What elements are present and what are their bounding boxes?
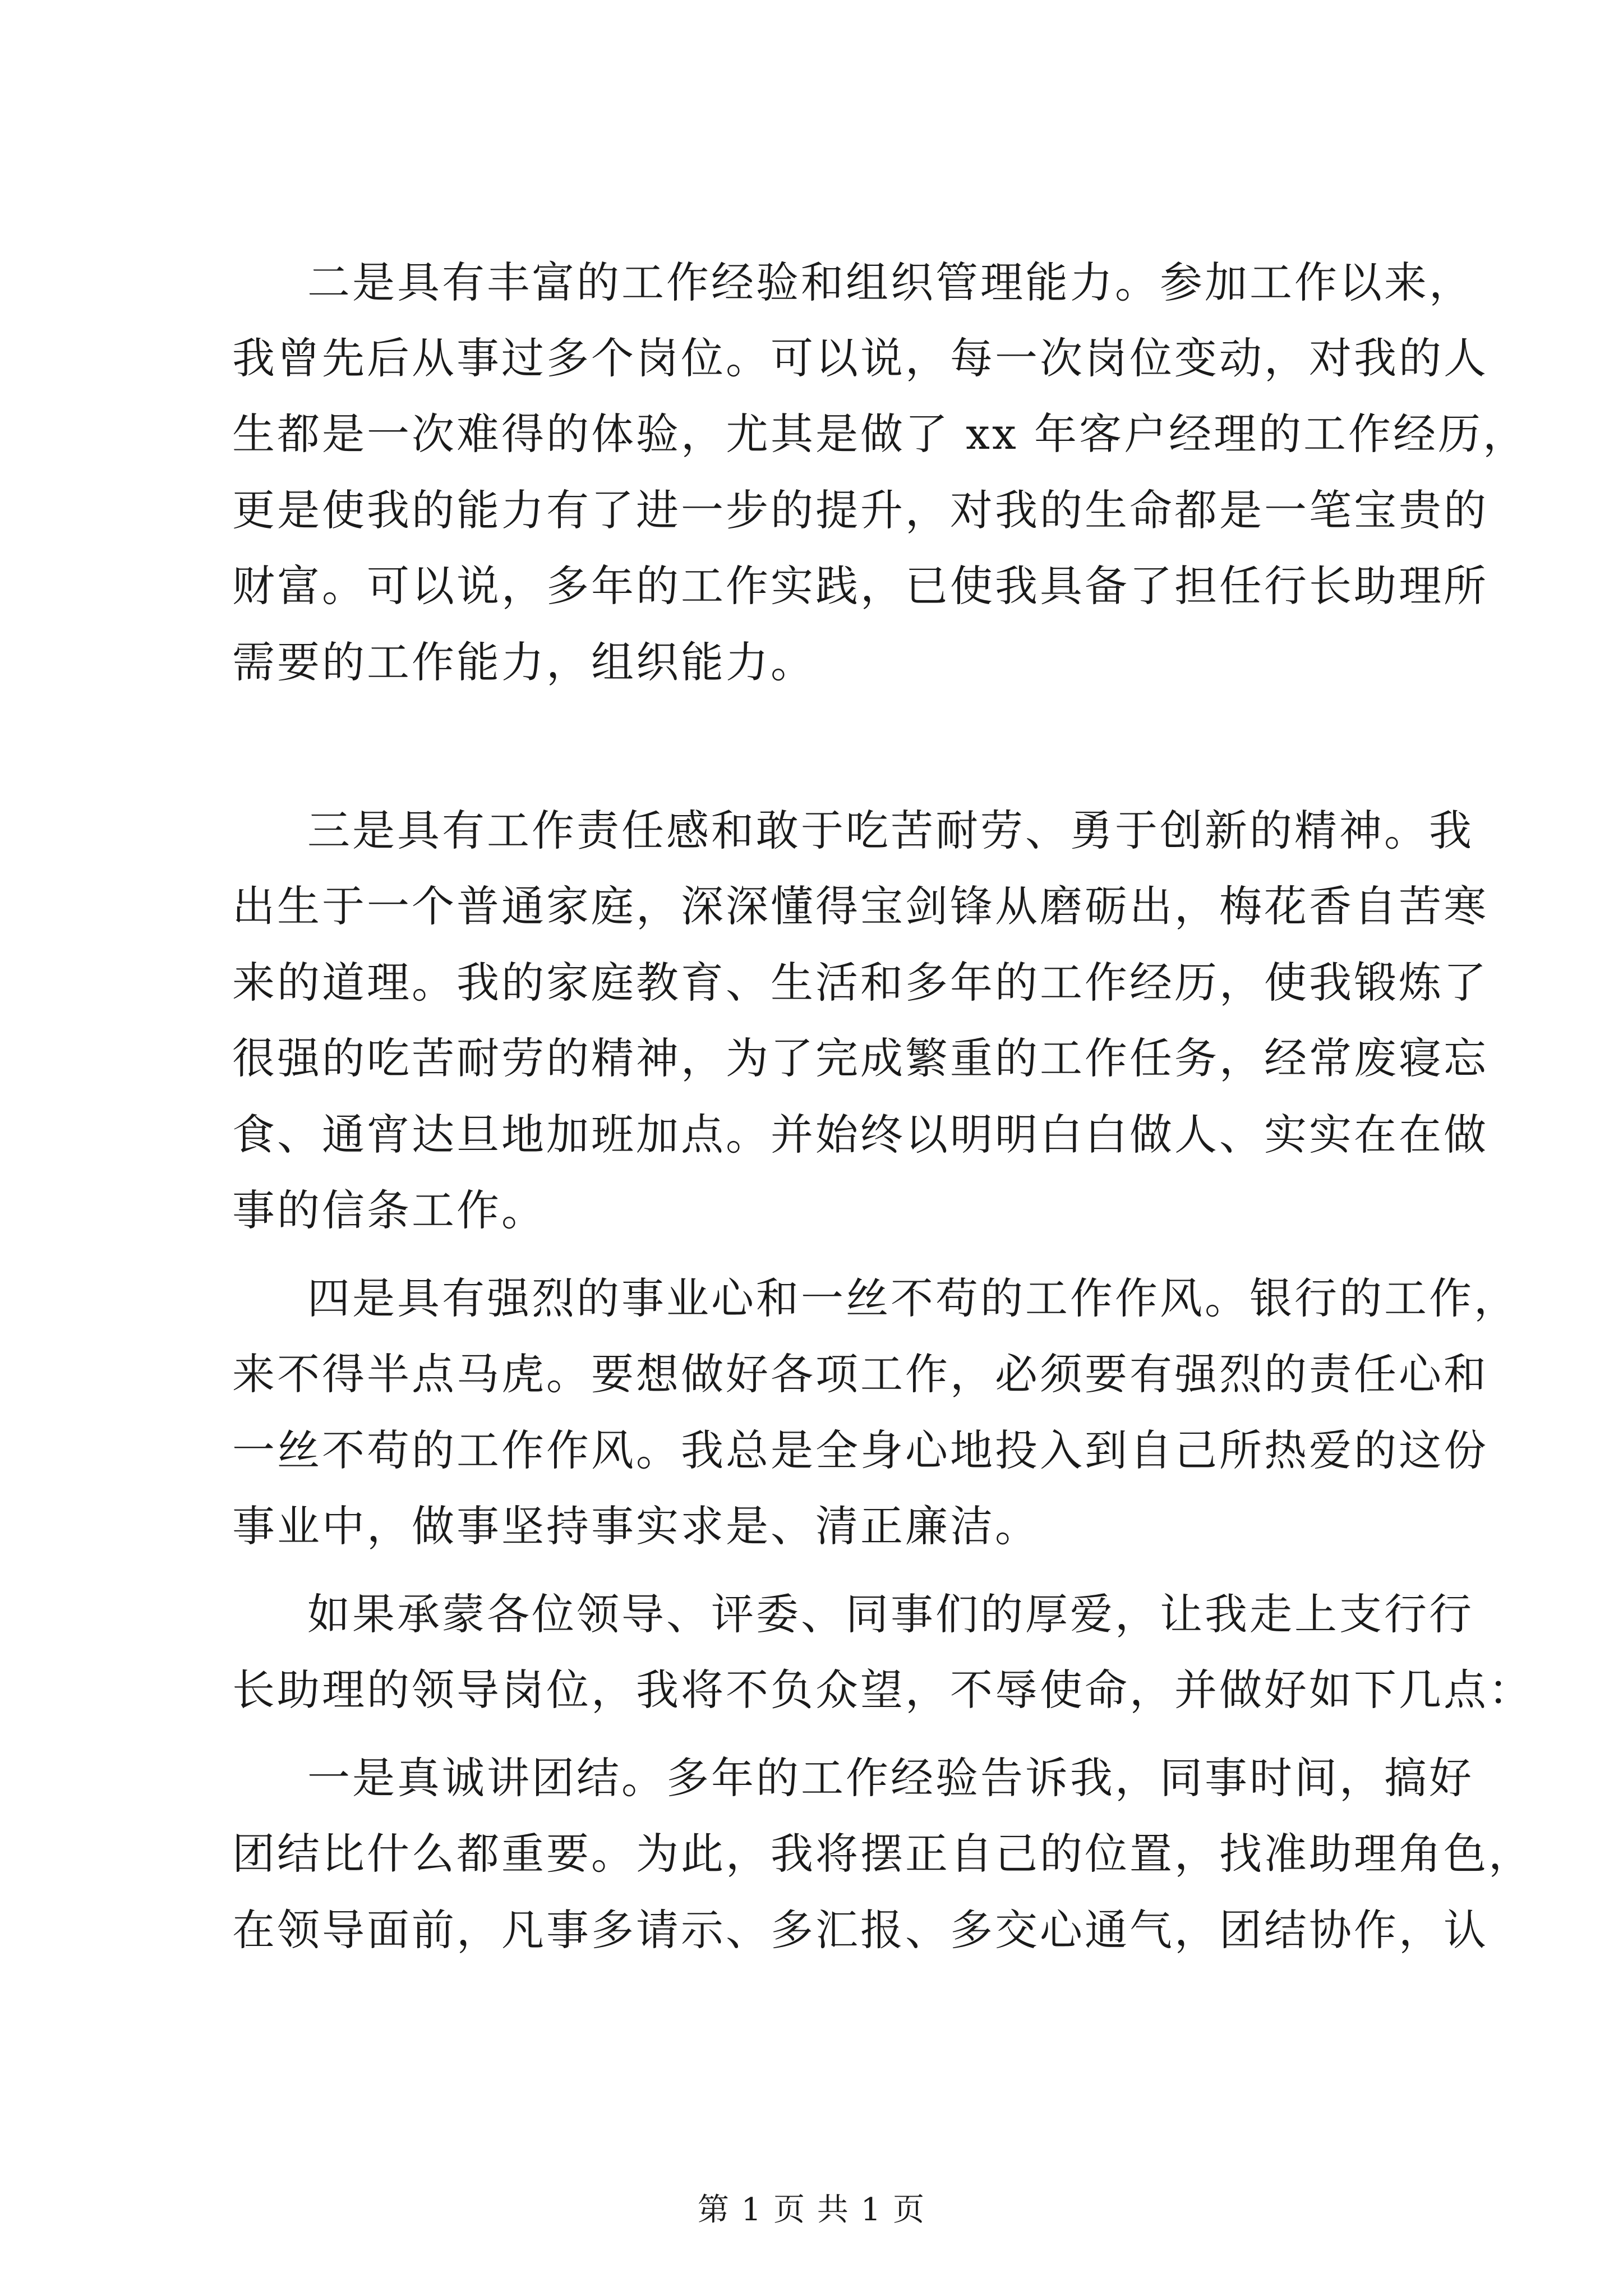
text-line: 事的信条工作。 [232, 1185, 546, 1235]
text-line: 来的道理。我的家庭教育、生活和多年的工作经历，使我锻炼了 [232, 958, 1488, 1007]
text-line: 三是具有工作责任感和敢于吃苦耐劳、勇于创新的精神。我 [307, 806, 1474, 855]
text-line: 如果承蒙各位领导、评委、同事们的厚爱，让我走上支行行 [307, 1589, 1474, 1639]
text-line: 来不得半点马虎。要想做好各项工作，必须要有强烈的责任心和 [232, 1349, 1488, 1399]
text-line: 一丝不苟的工作作风。我总是全身心地投入到自己所热爱的这份 [232, 1425, 1488, 1475]
text-line: 事业中，做事坚持事实求是、清正廉洁。 [232, 1501, 1040, 1551]
text-line: 二是具有丰富的工作经验和组织管理能力。参加工作以来， [307, 257, 1474, 307]
text-line: 四是具有强烈的事业心和一丝不苟的工作作风。银行的工作， [307, 1273, 1519, 1323]
text-line: 需要的工作能力，组织能力。 [232, 637, 815, 687]
text-line: 出生于一个普通家庭，深深懂得宝剑锋从磨砺出，梅花香自苦寒 [232, 881, 1488, 931]
text-line: 在领导面前，凡事多请示、多汇报、多交心通气，团结协作，认 [232, 1905, 1488, 1955]
text-line: 食、通宵达旦地加班加点。并始终以明明白白做人、实实在在做 [232, 1110, 1488, 1159]
text-line: 更是使我的能力有了进一步的提升，对我的生命都是一笔宝贵的 [232, 485, 1488, 535]
text-line: 财富。可以说，多年的工作实践，已使我具备了担任行长助理所 [232, 561, 1488, 611]
text-line: 团结比什么都重要。为此，我将摆正自己的位置，找准助理角色， [232, 1829, 1533, 1879]
page-footer: 第 1 页 共 1 页 [697, 2192, 926, 2228]
text-line: 我曾先后从事过多个岗位。可以说，每一次岗位变动，对我的人 [232, 333, 1488, 383]
text-line: 生都是一次难得的体验，尤其是做了 xx 年客户经理的工作经历， [232, 409, 1528, 459]
text-line: 一是真诚讲团结。多年的工作经验告诉我，同事时间，搞好 [307, 1753, 1474, 1803]
text-line: 很强的吃苦耐劳的精神，为了完成繁重的工作任务，经常废寝忘 [232, 1033, 1488, 1083]
text-line: 长助理的领导岗位，我将不负众望，不辱使命，并做好如下几点： [232, 1665, 1533, 1715]
